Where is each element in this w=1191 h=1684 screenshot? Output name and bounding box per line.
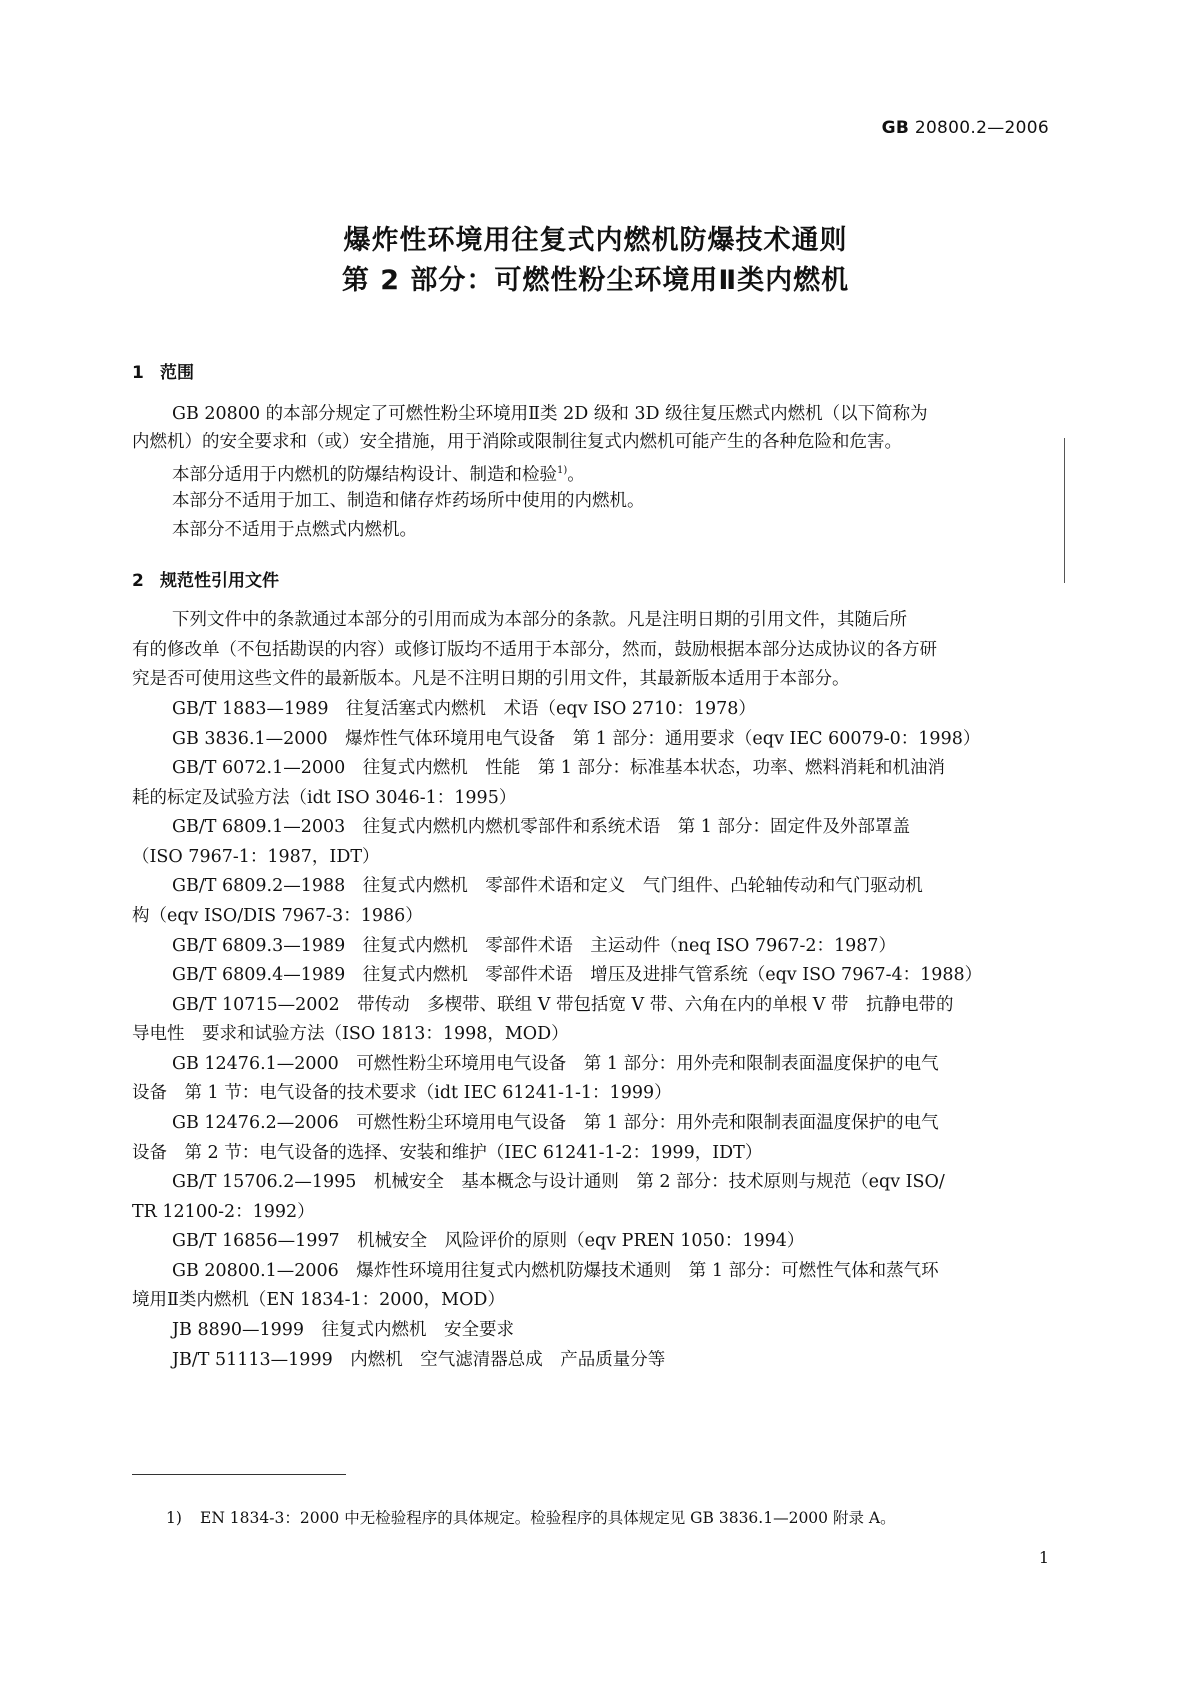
paragraph-line: 下列文件中的条款通过本部分的引用而成为本部分的条款。凡是注明日期的引用文件，其随后所	[172, 610, 907, 630]
paragraph-text: 本部分适用于内燃机的防爆结构设计、制造和检验	[172, 464, 557, 485]
reference-item: GB/T 6072.1—2000 往复式内燃机 性能 第 1 部分：标准基本状态，功率、燃料消耗和机油消	[172, 758, 945, 778]
reference-item-continued: 导电性 要求和试验方法（ISO 1813：1998，MOD）	[132, 1024, 569, 1044]
document-title-line-1: 爆炸性环境用往复式内燃机防爆技术通则	[343, 225, 848, 256]
reference-item-continued: 构（eqv ISO/DIS 7967-3：1986）	[132, 906, 423, 926]
footnote-reference[interactable]: 1)	[557, 465, 568, 476]
reference-item-continued: 设备 第 1 节：电气设备的技术要求（idt IEC 61241-1-1：1999）	[132, 1083, 672, 1103]
document-title-line-2: 第 2 部分：可燃性粉尘环境用Ⅱ类内燃机	[341, 265, 850, 296]
paragraph-text-end: 。	[567, 464, 585, 485]
reference-item: GB/T 6809.4—1989 往复式内燃机 零部件术语 增压及进排气管系统（eqv ISO 7967-4：1988）	[172, 965, 983, 985]
reference-item: GB/T 6809.3—1989 往复式内燃机 零部件术语 主运动件（neq ISO 7967-2：1987）	[172, 936, 897, 956]
section-title: 规范性引用文件	[160, 571, 279, 591]
reference-item: GB/T 1883—1989 往复活塞式内燃机 术语（eqv ISO 2710：1978）	[172, 699, 756, 719]
reference-item: GB/T 15706.2—1995 机械安全 基本概念与设计通则 第 2 部分：技术原则与规范（eqv ISO/	[172, 1172, 945, 1192]
section-heading-scope	[132, 358, 194, 383]
paragraph-line: 本部分不适用于加工、制造和储存炸药场所中使用的内燃机。	[172, 491, 645, 511]
reference-item-continued: TR 12100-2：1992）	[132, 1202, 315, 1222]
footnote-mark: 1)	[166, 1509, 182, 1527]
standard-code: 20800.2—2006	[914, 118, 1049, 138]
reference-item: GB 20800.1—2006 爆炸性环境用往复式内燃机防爆技术通则 第 1 部分：可燃性气体和蒸气环	[172, 1261, 939, 1281]
section-number: 2	[132, 571, 144, 591]
reference-item-continued: 境用Ⅱ类内燃机（EN 1834-1：2000，MOD）	[132, 1290, 505, 1310]
standard-prefix: GB	[881, 118, 910, 138]
paragraph-line: 究是否可使用这些文件的最新版本。凡是不注明日期的引用文件，其最新版本适用于本部分。	[132, 669, 850, 689]
reference-item: GB/T 6809.1—2003 往复式内燃机内燃机零部件和系统术语 第 1 部分：固定件及外部罩盖	[172, 817, 910, 837]
reference-item: GB/T 16856—1997 机械安全 风险评价的原则（eqv PREN 1050：1994）	[172, 1231, 805, 1251]
reference-item: GB 12476.2—2006 可燃性粉尘环境用电气设备 第 1 部分：用外壳和限制表面温度保护的电气	[172, 1113, 939, 1133]
section-title: 范围	[160, 363, 194, 383]
revision-bar	[1064, 438, 1065, 583]
section-heading-normative-references	[132, 566, 279, 591]
reference-item: GB/T 10715—2002 带传动 多楔带、联组 V 带包括宽 V 带、六角在内的单根 V 带 抗静电带的	[172, 995, 954, 1015]
page-number: 1	[1038, 1548, 1049, 1567]
reference-item: GB/T 6809.2—1988 往复式内燃机 零部件术语和定义 气门组件、凸轮轴传动和气门驱动机	[172, 876, 923, 896]
paragraph-line: 有的修改单（不包括勘误的内容）或修订版均不适用于本部分，然而，鼓励根据本部分达成协议的各方研	[132, 640, 937, 660]
paragraph-line	[172, 459, 585, 487]
reference-item: GB 12476.1—2000 可燃性粉尘环境用电气设备 第 1 部分：用外壳和限制表面温度保护的电气	[172, 1054, 939, 1074]
footnote-text: EN 1834-3：2000 中无检验程序的具体规定。检验程序的具体规定见 GB 3836.1—2000 附录 A。	[200, 1509, 896, 1527]
reference-item: JB 8890—1999 往复式内燃机 安全要求	[172, 1320, 515, 1340]
reference-item-continued: （ISO 7967-1：1987，IDT）	[132, 847, 380, 867]
reference-item: GB 3836.1—2000 爆炸性气体环境用电气设备 第 1 部分：通用要求（eqv IEC 60079-0：1998）	[172, 729, 981, 749]
paragraph-line: 内燃机）的安全要求和（或）安全措施，用于消除或限制往复式内燃机可能产生的各种危险和危害。	[132, 432, 902, 452]
reference-item: JB/T 51113—1999 内燃机 空气滤清器总成 产品质量分等	[172, 1350, 666, 1370]
footnote	[166, 1506, 896, 1528]
footnote-separator	[132, 1474, 346, 1475]
section-number: 1	[132, 363, 144, 383]
paragraph-line: GB 20800 的本部分规定了可燃性粉尘环境用Ⅱ类 2D 级和 3D 级往复压燃式内燃机（以下简称为	[172, 404, 928, 424]
paragraph-line: 本部分不适用于点燃式内燃机。	[172, 520, 417, 540]
standard-number	[882, 118, 1049, 138]
reference-item-continued: 耗的标定及试验方法（idt ISO 3046-1：1995）	[132, 788, 517, 808]
reference-item-continued: 设备 第 2 节：电气设备的选择、安装和维护（IEC 61241-1-2：1999，IDT）	[132, 1143, 763, 1163]
